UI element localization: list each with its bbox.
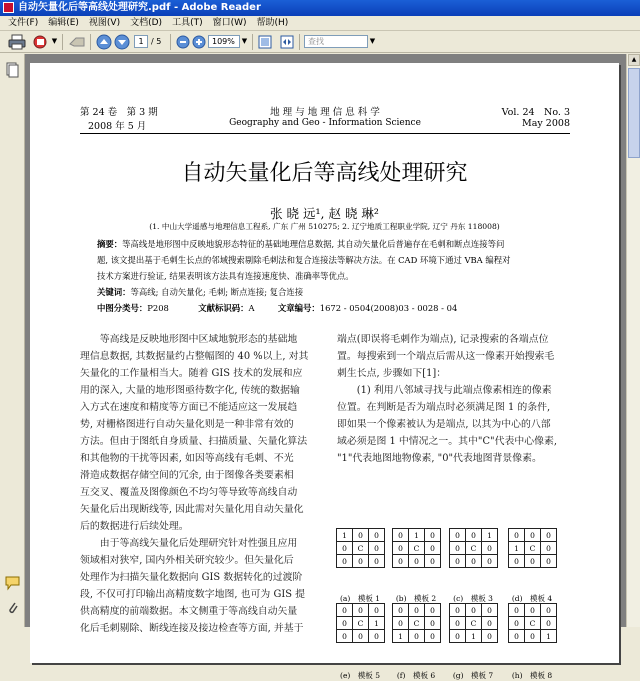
document-viewer[interactable] <box>25 54 626 680</box>
template-grid <box>392 528 441 568</box>
toolbar <box>0 31 640 53</box>
template-cell: 0 <box>450 630 466 643</box>
navigation-pane <box>0 54 25 627</box>
paper-title: 自动矢量化后等高线处理研究 <box>181 161 468 186</box>
window-title: 自动矢量化后等高线处理研究.pdf - Adobe Reader <box>18 2 261 13</box>
title-bar <box>0 0 640 16</box>
pdf-page <box>30 63 619 680</box>
template-cell: 0 <box>525 604 541 617</box>
template-cell: 0 <box>369 542 385 555</box>
template-cell: 0 <box>369 555 385 568</box>
issue-date-en: May 2008 <box>522 118 570 129</box>
body-line: (1) 利用八邻域寻找与此端点像素相连的像素 <box>337 385 552 396</box>
scroll-thumb[interactable] <box>628 68 640 158</box>
template-cell: 0 <box>482 555 498 568</box>
template-cell: 0 <box>353 604 369 617</box>
template-cell: C <box>353 617 369 630</box>
menu-edit[interactable]: 编辑(E) <box>48 18 79 28</box>
body-line: 入方式在速度和精度等方面已不能适应这一发展趋 <box>80 402 298 413</box>
template-cell: 1 <box>337 529 353 542</box>
body-line: 领域相对狭窄, 国内外相关研究较少。但矢量化后 <box>80 555 294 566</box>
clc-label: 中图分类号： <box>97 303 148 313</box>
body-line: 方法。但由于图纸自身质量、扫描质量、矢量化算法 <box>80 436 308 447</box>
body-line: 位置。在判断是否为端点时必须满足图 1 的条件, <box>337 402 551 413</box>
template-cell: 0 <box>541 604 557 617</box>
template-caption: (e) 模板 5 <box>340 671 380 680</box>
template-cell: C <box>525 542 541 555</box>
menu-window[interactable]: 窗口(W) <box>212 18 247 28</box>
template-cell: 0 <box>353 630 369 643</box>
template-cell: C <box>353 542 369 555</box>
scroll-up-button[interactable]: ▲ <box>628 54 640 66</box>
adobe-reader-icon <box>3 2 14 13</box>
next-page-icon[interactable] <box>114 34 130 50</box>
issue-date: 2008 年 5 月 <box>88 121 147 132</box>
template-cell: C <box>466 617 482 630</box>
template-grid <box>392 603 441 643</box>
header-rule <box>80 133 570 134</box>
menu-document[interactable]: 文档(D) <box>130 18 163 28</box>
email-pdf-icon[interactable] <box>32 34 50 50</box>
template-cell: 1 <box>509 542 525 555</box>
journal-name-en: Geography and Geo - Information Science <box>229 118 421 128</box>
template-caption: (g) 模板 7 <box>452 671 494 680</box>
template-caption: (f) 模板 6 <box>396 671 436 680</box>
keywords-label: 关键词： <box>97 287 131 297</box>
search-dropdown-icon[interactable]: ▼ <box>369 37 376 45</box>
author-affiliations: (1. 中山大学遥感与地理信息工程系, 广东 广州 510275; 2. 辽宁地质工程职业学院, 辽宁 丹东 118008) <box>149 222 500 231</box>
template-cell: C <box>409 617 425 630</box>
doc-code-label: 文献标识码： <box>198 303 249 313</box>
template-grid <box>336 603 385 643</box>
volume-issue: 第 24 卷 第 3 期 <box>80 107 158 118</box>
body-line: 互交叉、覆盖及图像颜色不均匀等导致等高线自动 <box>80 487 298 498</box>
template-cell: 0 <box>541 529 557 542</box>
template-cell: 0 <box>509 630 525 643</box>
template-cell: 0 <box>409 630 425 643</box>
template-cell: 0 <box>466 555 482 568</box>
template-cell: 0 <box>450 542 466 555</box>
template-cell: 0 <box>525 555 541 568</box>
template-cell: 0 <box>425 630 441 643</box>
template-grid <box>508 603 557 643</box>
body-line: 用的深入, 大量的地形图亟待数字化, 传统的数据输 <box>80 385 300 396</box>
fit-page-icon[interactable] <box>257 34 273 50</box>
template-cell: 0 <box>393 555 409 568</box>
template-cell: 0 <box>393 617 409 630</box>
template-cell: 0 <box>425 604 441 617</box>
template-cell: 0 <box>509 617 525 630</box>
body-line: 势, 对栅格图进行自动矢量化则是一种非常有效的 <box>80 419 294 430</box>
print-icon[interactable] <box>8 34 26 50</box>
template-grid <box>449 528 498 568</box>
template-cell: 0 <box>337 542 353 555</box>
body-line: 供高精度的前端数据。本文侧重于等高线自动矢量 <box>80 606 298 617</box>
body-line: 端点(即误将毛刺作为端点), 记录搜索的各端点位 <box>337 334 549 345</box>
template-cell: C <box>466 542 482 555</box>
template-cell: 0 <box>541 555 557 568</box>
doc-code: A <box>248 303 255 313</box>
menu-help[interactable]: 帮助(H) <box>256 18 289 28</box>
template-cell: 0 <box>425 542 441 555</box>
pages-icon[interactable] <box>6 62 19 81</box>
template-cell: 0 <box>337 617 353 630</box>
abstract-line: 技术方案进行验证, 结果表明该方法具有连接速度快、准确率等优点。 <box>97 271 354 281</box>
template-cell: 0 <box>509 529 525 542</box>
template-grid <box>336 528 385 568</box>
template-cell: 0 <box>482 542 498 555</box>
template-cell: 0 <box>450 529 466 542</box>
template-cell: 0 <box>482 604 498 617</box>
zoom-dropdown-icon[interactable]: ▼ <box>241 37 248 45</box>
template-cell: 0 <box>409 604 425 617</box>
body-left-column <box>80 331 308 637</box>
template-cell: 0 <box>337 630 353 643</box>
volume-issue-en: Vol. 24 No. 3 <box>501 107 570 118</box>
template-cell: 1 <box>541 630 557 643</box>
body-line: 刺生长点, 步骤如下[1]： <box>337 368 447 379</box>
template-caption: (h) 模板 8 <box>511 671 553 680</box>
template-cell: 0 <box>450 617 466 630</box>
paper-authors: 张 晓 远¹, 赵 晓 琳² <box>270 206 379 221</box>
attachments-icon[interactable] <box>6 600 19 619</box>
template-cell: 0 <box>425 529 441 542</box>
abstract-label: 摘要： <box>97 239 123 249</box>
fit-width-icon[interactable] <box>279 34 295 50</box>
template-cell: 0 <box>525 529 541 542</box>
template-cell: 0 <box>466 529 482 542</box>
template-grid <box>508 528 557 568</box>
body-line: 矢量化后出现断线等, 因此需对矢量化用自动矢量化 <box>80 504 304 515</box>
template-cell: 0 <box>369 529 385 542</box>
template-cell: 1 <box>369 617 385 630</box>
menu-tools[interactable]: 工具(T) <box>172 18 203 28</box>
journal-name-cn: 地 理 与 地 理 信 息 科 学 <box>270 107 380 118</box>
template-cell: 0 <box>409 555 425 568</box>
page-number-input[interactable]: 1 <box>134 35 148 48</box>
abstract <box>97 236 511 316</box>
body-line: "1"代表地图地物像素, "0"代表地图背景像素。 <box>337 453 542 464</box>
menu-view[interactable]: 视图(V) <box>88 18 121 28</box>
template-caption: (a) 模板 1 <box>340 594 380 603</box>
template-cell: 1 <box>482 529 498 542</box>
body-line: 滑造成数据存储空间的冗余, 由于图像各类要素相 <box>80 470 294 481</box>
body-line: 由于等高线矢量化后处理研究针对性强且应用 <box>80 538 298 549</box>
template-cell: 0 <box>509 604 525 617</box>
body-line: 等高线是反映地形图中区域地貌形态的基础地 <box>80 334 298 345</box>
template-grid <box>449 603 498 643</box>
template-cell: 0 <box>525 630 541 643</box>
template-cell: C <box>525 617 541 630</box>
menu-bar <box>0 16 640 31</box>
template-cell: 0 <box>393 529 409 542</box>
template-cell: 1 <box>466 630 482 643</box>
body-line: 即如果一个像素被认为是端点, 以其为中心的八部 <box>337 419 551 430</box>
article-number: 1672 - 0504(2008)03 - 0028 - 04 <box>319 303 458 313</box>
template-cell: 0 <box>509 555 525 568</box>
template-caption: (d) 模板 4 <box>511 594 553 603</box>
body-line: 域必须是图 1 中情况之一。其中"C"代表中心像素, <box>337 436 557 447</box>
chevron-down-icon[interactable]: ▼ <box>51 37 58 45</box>
article-number-label: 文章编号： <box>277 303 320 313</box>
menu-file[interactable]: 文件(F) <box>8 18 39 28</box>
clc-number: P208 <box>147 303 169 313</box>
template-cell: 0 <box>393 604 409 617</box>
abstract-line: 题, 该文提出基于毛刺生长点的邻域搜索剔除毛刺法和复合连接法等解决方法。在 CAD 环境下通过 VBA 编程对 <box>97 255 511 265</box>
template-cell: 0 <box>337 555 353 568</box>
body-line: 矢量化的工作量相当大。随着 GIS 技术的发展和应 <box>80 368 303 379</box>
vertical-scrollbar[interactable] <box>626 54 640 627</box>
template-cell: 0 <box>425 555 441 568</box>
zoom-input[interactable]: 109% <box>208 35 240 48</box>
zoom-out-icon[interactable] <box>176 34 190 50</box>
search-input[interactable]: 查找 <box>304 35 368 48</box>
keywords: 等高线; 自动矢量化; 毛刺; 断点连接; 复合连接 <box>130 287 304 297</box>
template-cell: 0 <box>353 529 369 542</box>
template-cell: 0 <box>541 542 557 555</box>
zoom-in-icon[interactable] <box>192 34 206 50</box>
template-cell: 0 <box>450 555 466 568</box>
template-caption: (c) 模板 3 <box>453 594 493 603</box>
template-cell: 0 <box>466 604 482 617</box>
body-line: 化后毛刺剔除、断线连接及接边检查等方面, 并基于 <box>80 623 304 634</box>
template-cell: 0 <box>425 617 441 630</box>
previous-page-icon[interactable] <box>96 34 112 50</box>
body-right-column <box>337 331 557 467</box>
template-cell: 0 <box>369 604 385 617</box>
template-cell: 0 <box>482 617 498 630</box>
template-caption: (b) 模板 2 <box>395 594 437 603</box>
template-cell: 0 <box>482 630 498 643</box>
template-cell: 0 <box>393 542 409 555</box>
body-line: 和其他物的干扰等因素, 如因等高线有毛刺、不光 <box>80 453 294 464</box>
template-cell: C <box>409 542 425 555</box>
abstract-line: 等高线是地形图中反映地貌形态特征的基础地理信息数据, 其自动矢量化后普遍存在毛刺和断点连接等问 <box>122 239 505 249</box>
template-cell: 0 <box>337 604 353 617</box>
body-line: 理信息数据, 其数据量约占整幅图的 40 %以上, 对其 <box>80 351 309 362</box>
template-cell: 0 <box>450 604 466 617</box>
template-cell: 0 <box>353 555 369 568</box>
template-cell: 1 <box>393 630 409 643</box>
page-total: / 5 <box>151 37 162 46</box>
template-cell: 1 <box>409 529 425 542</box>
hand-share-icon[interactable] <box>68 34 86 50</box>
template-cell: 0 <box>541 617 557 630</box>
comments-icon[interactable] <box>5 576 20 593</box>
body-line: 后的数据进行后续处理。 <box>80 521 189 532</box>
template-cell: 0 <box>369 630 385 643</box>
body-line: 处理作为扫描矢量化数据向 GIS 数据转化的过渡阶 <box>80 572 303 583</box>
body-line: 置。每搜索到一个端点后需从这一像素开始搜索毛 <box>337 351 555 362</box>
body-line: 段, 不仅可打印输出高精度数字地图, 也可为 GIS 提 <box>80 589 306 600</box>
